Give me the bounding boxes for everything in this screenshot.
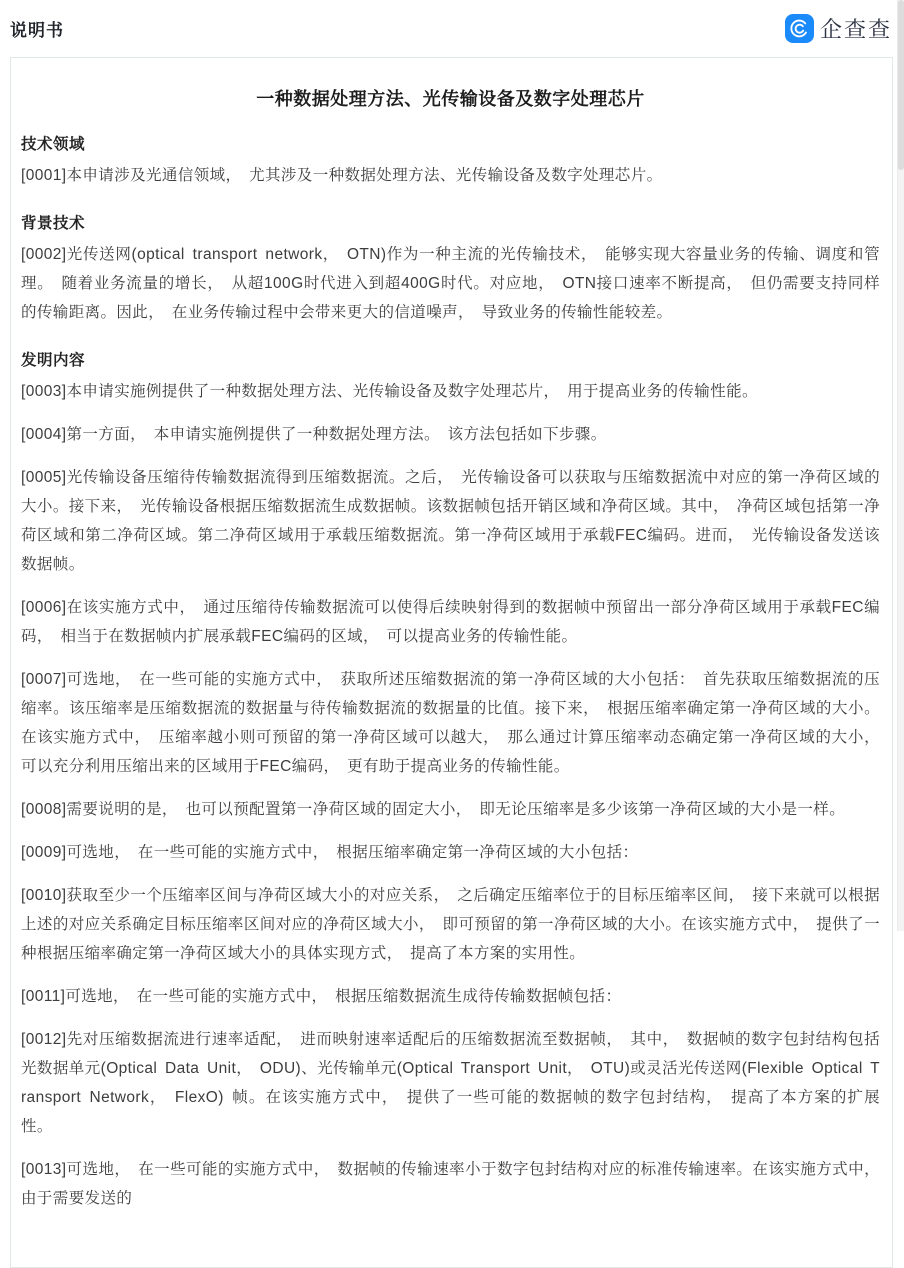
paragraph: [0013]可选地， 在一些可能的实施方式中， 数据帧的传输速率小于数字包封结构对应的标准传输速率。在该实施方式中， 由于需要发送的 [21, 1161, 880, 1207]
paragraph: [0008]需要说明的是， 也可以预配置第一净荷区域的固定大小， 即无论压缩率是多少该第一净荷区域的大小是一样。 [21, 801, 846, 818]
scrollbar-thumb[interactable] [898, 0, 904, 170]
paragraph: [0001]本申请涉及光通信领域， 尤其涉及一种数据处理方法、光传输设备及数字处理芯片。 [21, 167, 663, 184]
brand-logo[interactable] [785, 13, 892, 44]
doc-type-label: 说明书 [10, 21, 64, 40]
top-bar [0, 0, 904, 57]
paragraph: [0007]可选地， 在一些可能的实施方式中， 获取所述压缩数据流的第一净荷区域的大小包括： 首先获取压缩数据流的压缩率。该压缩率是压缩数据流的数据量与待传输数据流的数据量的比值。接下来， 根据压缩率确定第一净荷区域的大小。在该实施方式中， 压缩率越小则可预留的第一净荷区域可以越大， 那么通过计算压缩率动态确定第一净荷区域的大小， 可以充分利用压缩出来的区域用于FEC编码， 更有助于提高业务的传输性能。 [21, 671, 880, 775]
paragraph: [0010]获取至少一个压缩率区间与净荷区域大小的对应关系， 之后确定压缩率位于的目标压缩率区间， 接下来就可以根据上述的对应关系确定目标压缩率区间对应的净荷区域大小， 即可预留的第一净荷区域的大小。在该实施方式中， 提供了一种根据压缩率确定第一净荷区域大小的具体实现方式， 提高了本方案的实用性。 [21, 887, 880, 962]
section-heading: 背景技术 [21, 215, 86, 232]
paragraph: [0006]在该实施方式中， 通过压缩待传输数据流可以使得后续映射得到的数据帧中预留出一部分净荷区域用于承载FEC编码， 相当于在数据帧内扩展承载FEC编码的区域， 可以提高业务的传输性能。 [21, 599, 880, 645]
document-panel [10, 57, 893, 1268]
section-heading: 技术领域 [21, 136, 86, 153]
scrollbar[interactable] [897, 0, 904, 931]
paragraph: [0002]光传送网(optical transport network， OTN)作为一种主流的光传输技术， 能够实现大容量业务的传输、调度和管理。 随着业务流量的增长， 从超100G时代进入到超400G时代。对应地， OTN接口速率不断提高， 但仍需要支持同样的传输距离。因此， 在业务传输过程中会带来更大的信道噪声， 导致业务的传输性能较差。 [21, 246, 880, 321]
paragraph: [0012]先对压缩数据流进行速率适配， 进而映射速率适配后的压缩数据流至数据帧， 其中， 数据帧的数字包封结构包括光数据单元(Optical Data Unit， ODU)、光传输单元(Optical Transport Unit， OTU)或灵活光传送网(Flexible Optical Transport Network， FlexO) 帧。在该实施方式中， 提供了一些可能的数据帧的数字包封结构， 提高了本方案的扩展性。 [21, 1031, 880, 1135]
qichacha-logo-icon [785, 14, 814, 43]
document-sections [21, 132, 880, 1213]
paragraph: [0004]第一方面， 本申请实施例提供了一种数据处理方法。 该方法包括如下步骤。 [21, 426, 607, 443]
page-title: 一种数据处理方法、光传输设备及数字处理芯片 [256, 89, 645, 109]
brand-name: 企查查 [819, 17, 892, 42]
paragraph: [0009]可选地， 在一些可能的实施方式中， 根据压缩率确定第一净荷区域的大小包括： [21, 844, 639, 861]
section-heading: 发明内容 [21, 352, 86, 369]
paragraph: [0005]光传输设备压缩待传输数据流得到压缩数据流。之后， 光传输设备可以获取与压缩数据流中对应的第一净荷区域的大小。接下来， 光传输设备根据压缩数据流生成数据帧。该数据帧包括开销区域和净荷区域。其中， 净荷区域包括第一净荷区域和第二净荷区域。第二净荷区域用于承载压缩数据流。第一净荷区域用于承载FEC编码。进而， 光传输设备发送该数据帧。 [21, 469, 880, 573]
paragraph: [0003]本申请实施例提供了一种数据处理方法、光传输设备及数字处理芯片， 用于提高业务的传输性能。 [21, 383, 758, 400]
paragraph: [0011]可选地， 在一些可能的实施方式中， 根据压缩数据流生成待传输数据帧包括： [21, 988, 622, 1005]
